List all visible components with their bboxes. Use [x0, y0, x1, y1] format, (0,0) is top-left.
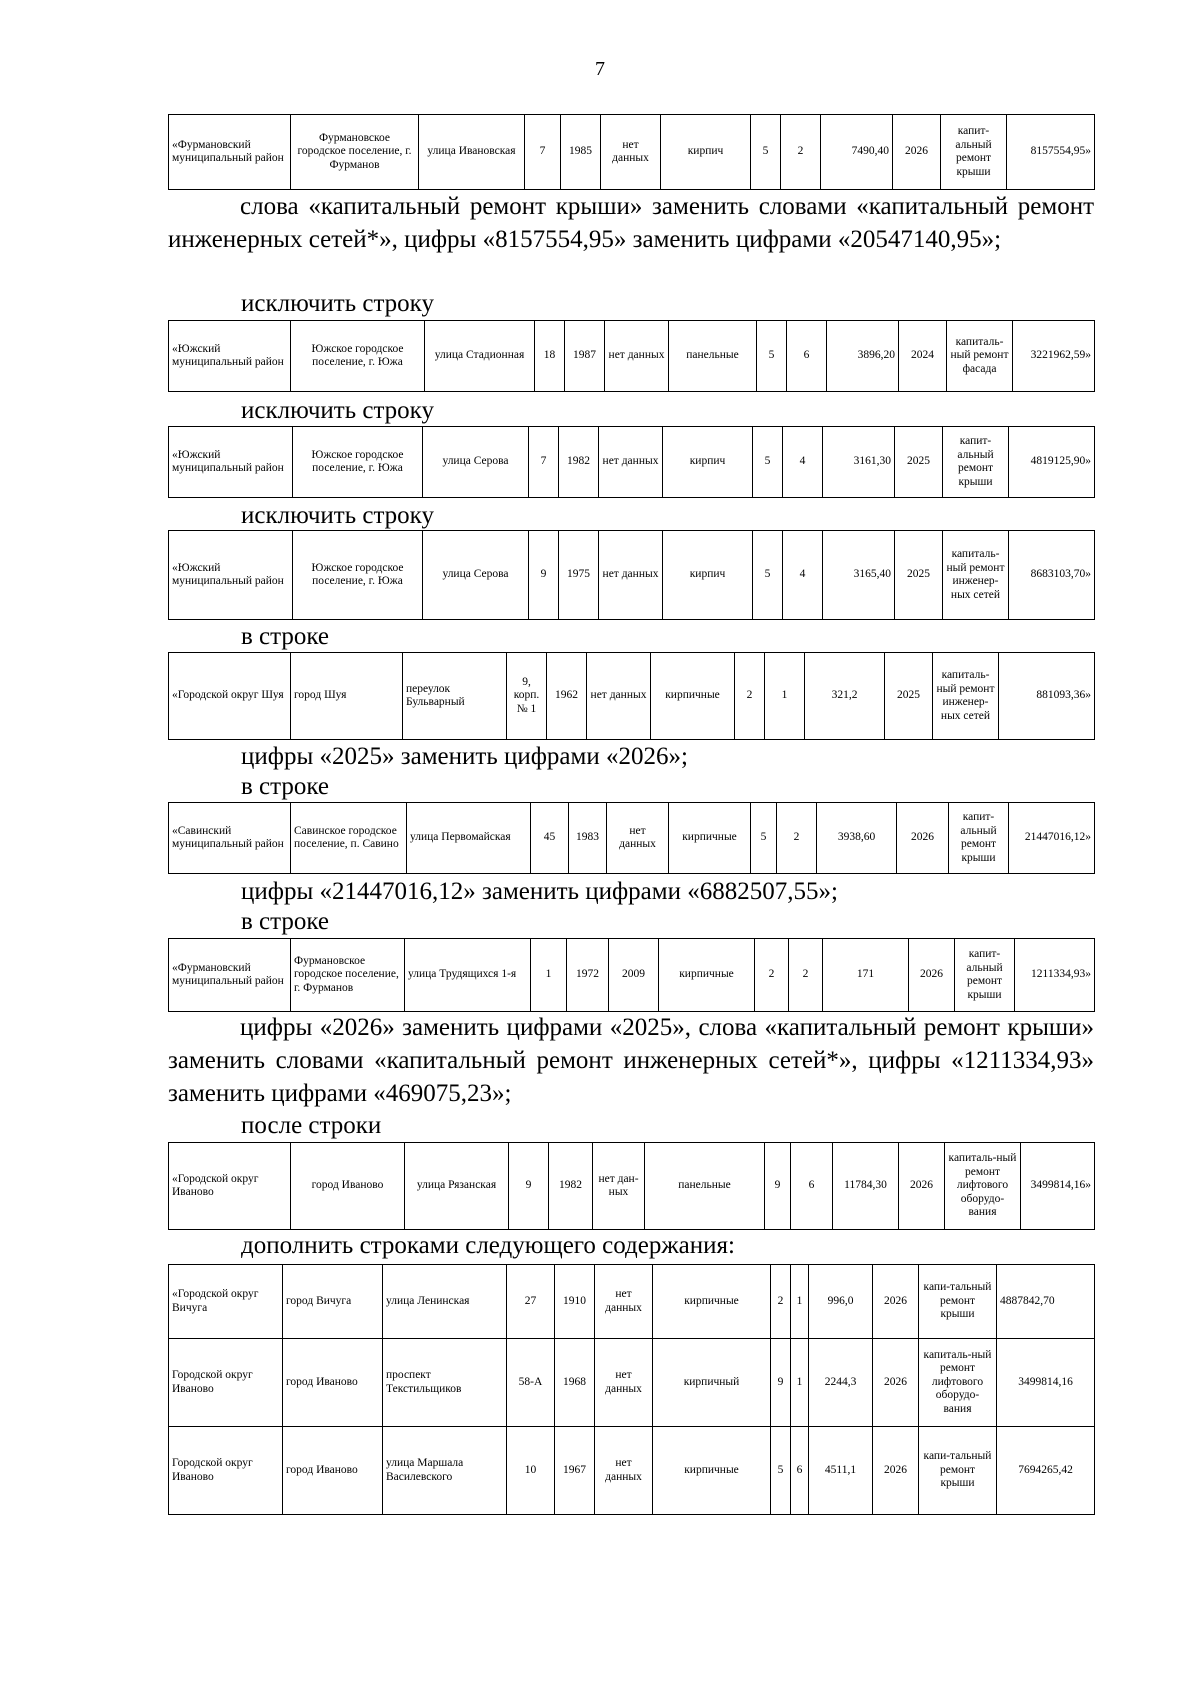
cell-floors: 2	[735, 653, 765, 740]
cell-floors: 2	[771, 1265, 791, 1339]
cell-work-type: капит-альный ремонт крыши	[949, 803, 1009, 874]
cell-year-built: 1972	[567, 939, 609, 1012]
amendment-table-furmanov-trudyashchikhsya	[168, 938, 1095, 1012]
table-row	[169, 1265, 1095, 1339]
cell-house-number: 45	[531, 803, 569, 874]
amendment-paragraph-2: цифры «2026» заменить цифрами «2025», слова «капитальный ремонт крыши» заменить словами «капитальный ремонт инженерных сетей*», цифры «1211334,93» заменить цифрами «469075,23»;	[168, 1014, 1094, 1107]
cell-year-built: 1967	[555, 1427, 595, 1515]
cell-entrances: 2	[781, 115, 821, 190]
amendment-table-shuya	[168, 652, 1095, 740]
cell-house-number: 9, корп. № 1	[507, 653, 547, 740]
cell-wall-material: панельные	[669, 321, 757, 392]
cell-settlement: Фурмановское городское поселение, г. Фурманов	[291, 939, 405, 1012]
amendment-table-new-rows	[168, 1264, 1095, 1515]
table-row	[169, 939, 1095, 1012]
cell-planned-year: 2026	[873, 1339, 919, 1427]
table-row	[169, 427, 1095, 498]
cell-wall-material: кирпичный	[653, 1339, 771, 1427]
cell-municipality: «Савинский муниципальный район	[169, 803, 291, 874]
cell-entrances: 1	[791, 1339, 809, 1427]
cell-floors: 9	[765, 1143, 791, 1230]
cell-year-built: 1982	[559, 427, 599, 498]
cell-settlement: город Иваново	[283, 1339, 383, 1427]
cell-settlement: город Иваново	[283, 1427, 383, 1515]
cell-municipality: Городской округ Иваново	[169, 1427, 283, 1515]
amendment-table-yuzha-stadionnaya	[168, 320, 1095, 392]
cell-year-built: 1968	[555, 1339, 595, 1427]
instruction-after-row: после строки	[241, 1112, 382, 1139]
cell-settlement: Южское городское поселение, г. Южа	[293, 531, 423, 620]
cell-cost: 881093,36»	[999, 653, 1095, 740]
cell-municipality: «Городской округ Шуя	[169, 653, 291, 740]
cell-cost: 7694265,42	[997, 1427, 1095, 1515]
cell-entrances: 6	[787, 321, 827, 392]
instruction-in-row-2: в строке	[241, 773, 330, 800]
cell-wall-material: кирпич	[661, 115, 751, 190]
cell-entrances: 4	[783, 427, 823, 498]
cell-cost: 3499814,16	[997, 1339, 1095, 1427]
cell-floors: 5	[751, 803, 777, 874]
cell-settlement: город Вичуга	[283, 1265, 383, 1339]
cell-area: 996,0	[809, 1265, 873, 1339]
cell-work-type: капит-альный ремонт крыши	[941, 115, 1007, 190]
cell-floors: 5	[751, 115, 781, 190]
cell-cost: 4887842,70	[997, 1265, 1095, 1339]
cell-house-number: 7	[525, 115, 561, 190]
cell-last-repair: нет данных	[595, 1339, 653, 1427]
cell-year-built: 1975	[559, 531, 599, 620]
cell-entrances: 1	[765, 653, 805, 740]
amendment-table-savino	[168, 802, 1095, 874]
cell-work-type: капи-тальный ремонт крыши	[919, 1427, 997, 1515]
instruction-exclude-row-1: исключить строку	[241, 290, 434, 317]
table-row	[169, 115, 1095, 190]
cell-floors: 5	[753, 427, 783, 498]
cell-last-repair: нет данных	[601, 115, 661, 190]
cell-street: переулок Бульварный	[403, 653, 507, 740]
cell-house-number: 9	[529, 531, 559, 620]
cell-house-number: 1	[531, 939, 567, 1012]
cell-settlement: Фурмановское городское поселение, г. Фурманов	[291, 115, 419, 190]
cell-planned-year: 2025	[895, 427, 943, 498]
cell-wall-material: кирпичные	[653, 1265, 771, 1339]
cell-work-type: капиталь-ный ремонт инженер-ных сетей	[933, 653, 999, 740]
cell-street: улица Рязанская	[405, 1143, 509, 1230]
cell-municipality: «Южский муниципальный район	[169, 531, 293, 620]
cell-entrances: 2	[777, 803, 817, 874]
cell-entrances: 2	[789, 939, 823, 1012]
cell-cost: 1211334,93»	[1015, 939, 1095, 1012]
cell-settlement: город Шуя	[291, 653, 403, 740]
cell-municipality: «Южский муниципальный район	[169, 321, 291, 392]
cell-cost: 3221962,59»	[1013, 321, 1095, 392]
cell-last-repair: нет данных	[605, 321, 669, 392]
cell-entrances: 6	[791, 1143, 833, 1230]
cell-house-number: 27	[507, 1265, 555, 1339]
cell-work-type: капиталь-ный ремонт фасада	[947, 321, 1013, 392]
cell-area: 3938,60	[817, 803, 897, 874]
instruction-replace-year: цифры «2025» заменить цифрами «2026»;	[241, 743, 688, 770]
cell-floors: 2	[755, 939, 789, 1012]
cell-work-type: капиталь-ный ремонт инженер-ных сетей	[943, 531, 1009, 620]
cell-cost: 8683103,70»	[1009, 531, 1095, 620]
cell-planned-year: 2026	[873, 1427, 919, 1515]
instruction-add-rows: дополнить строками следующего содержания:	[241, 1232, 735, 1259]
cell-house-number: 9	[509, 1143, 549, 1230]
cell-area: 171	[823, 939, 909, 1012]
cell-municipality: «Городской округ Иваново	[169, 1143, 291, 1230]
cell-planned-year: 2025	[885, 653, 933, 740]
cell-street: улица Ленинская	[383, 1265, 507, 1339]
amendment-paragraph-1: слова «капитальный ремонт крыши» заменить словами «капитальный ремонт инженерных сетей*», цифры «8157554,95» заменить цифрами «20547140,95»;	[168, 193, 1094, 253]
cell-entrances: 1	[791, 1265, 809, 1339]
cell-last-repair: нет данных	[587, 653, 651, 740]
cell-settlement: Южское городское поселение, г. Южа	[291, 321, 425, 392]
cell-planned-year: 2026	[899, 1143, 945, 1230]
amendment-table-furmanov-ivanovskaya	[168, 114, 1095, 190]
cell-area: 321,2	[805, 653, 885, 740]
table-row	[169, 653, 1095, 740]
cell-floors: 9	[771, 1339, 791, 1427]
cell-last-repair: нет данных	[595, 1427, 653, 1515]
cell-year-built: 1985	[561, 115, 601, 190]
cell-last-repair: нет данных	[599, 427, 663, 498]
instruction-in-row-3: в строке	[241, 908, 330, 935]
cell-area: 3165,40	[823, 531, 895, 620]
cell-wall-material: кирпичные	[651, 653, 735, 740]
amendment-table-yuzha-serova-9	[168, 530, 1095, 620]
cell-last-repair: 2009	[609, 939, 659, 1012]
cell-planned-year: 2026	[873, 1265, 919, 1339]
cell-last-repair: нет дан-ных	[593, 1143, 645, 1230]
cell-settlement: Южское городское поселение, г. Южа	[293, 427, 423, 498]
cell-last-repair: нет данных	[599, 531, 663, 620]
cell-area: 11784,30	[833, 1143, 899, 1230]
cell-year-built: 1910	[555, 1265, 595, 1339]
instruction-exclude-row-3: исключить строку	[241, 502, 434, 529]
cell-municipality: «Фурмановский муниципальный район	[169, 939, 291, 1012]
table-row	[169, 1339, 1095, 1427]
cell-work-type: капит-альный ремонт крыши	[943, 427, 1009, 498]
amendment-table-yuzha-serova-7	[168, 426, 1095, 498]
cell-year-built: 1987	[565, 321, 605, 392]
cell-municipality: «Городской округ Вичуга	[169, 1265, 283, 1339]
instruction-in-row-1: в строке	[241, 623, 330, 650]
cell-cost: 3499814,16»	[1021, 1143, 1095, 1230]
instruction-exclude-row-2: исключить строку	[241, 397, 434, 424]
cell-planned-year: 2026	[897, 803, 949, 874]
cell-house-number: 7	[529, 427, 559, 498]
cell-year-built: 1982	[549, 1143, 593, 1230]
cell-street: проспект Текстильщиков	[383, 1339, 507, 1427]
cell-last-repair: нет данных	[595, 1265, 653, 1339]
cell-street: улица Первомайская	[407, 803, 531, 874]
cell-street: улица Серова	[423, 531, 529, 620]
cell-entrances: 6	[791, 1427, 809, 1515]
cell-cost: 21447016,12»	[1009, 803, 1095, 874]
table-row	[169, 1143, 1095, 1230]
cell-settlement: Савинское городское поселение, п. Савино	[291, 803, 407, 874]
cell-work-type: капи-тальный ремонт крыши	[919, 1265, 997, 1339]
cell-last-repair: нет данных	[607, 803, 669, 874]
cell-area: 3896,20	[827, 321, 899, 392]
cell-house-number: 58-А	[507, 1339, 555, 1427]
cell-floors: 5	[753, 531, 783, 620]
cell-cost: 4819125,90»	[1009, 427, 1095, 498]
cell-floors: 5	[757, 321, 787, 392]
cell-wall-material: кирпичные	[669, 803, 751, 874]
table-row	[169, 531, 1095, 620]
cell-wall-material: кирпич	[663, 427, 753, 498]
cell-wall-material: кирпичные	[659, 939, 755, 1012]
cell-planned-year: 2024	[899, 321, 947, 392]
cell-work-type: капит-альный ремонт крыши	[955, 939, 1015, 1012]
cell-year-built: 1962	[547, 653, 587, 740]
cell-entrances: 4	[783, 531, 823, 620]
cell-planned-year: 2025	[895, 531, 943, 620]
cell-area: 4511,1	[809, 1427, 873, 1515]
instruction-replace-cost: цифры «21447016,12» заменить цифрами «6882507,55»;	[241, 878, 838, 905]
cell-floors: 5	[771, 1427, 791, 1515]
cell-house-number: 18	[535, 321, 565, 392]
cell-area: 2244,3	[809, 1339, 873, 1427]
cell-settlement: город Иваново	[291, 1143, 405, 1230]
cell-wall-material: кирпич	[663, 531, 753, 620]
cell-municipality: «Фурмановский муниципальный район	[169, 115, 291, 190]
cell-wall-material: панельные	[645, 1143, 765, 1230]
table-row	[169, 1427, 1095, 1515]
cell-area: 3161,30	[823, 427, 895, 498]
cell-street: улица Ивановская	[419, 115, 525, 190]
cell-street: улица Стадионная	[425, 321, 535, 392]
cell-cost: 8157554,95»	[1007, 115, 1095, 190]
amendment-table-ivanovo-ryazanskaya	[168, 1142, 1095, 1230]
cell-work-type: капиталь-ный ремонт лифтового оборудо-вания	[919, 1339, 997, 1427]
cell-area: 7490,40	[821, 115, 893, 190]
table-row	[169, 803, 1095, 874]
cell-year-built: 1983	[569, 803, 607, 874]
cell-municipality: Городской округ Иваново	[169, 1339, 283, 1427]
cell-street: улица Серова	[423, 427, 529, 498]
cell-street: улица Трудящихся 1-я	[405, 939, 531, 1012]
cell-work-type: капиталь-ный ремонт лифтового оборудо-вания	[945, 1143, 1021, 1230]
page-number: 7	[595, 58, 605, 80]
cell-municipality: «Южский муниципальный район	[169, 427, 293, 498]
cell-wall-material: кирпичные	[653, 1427, 771, 1515]
cell-house-number: 10	[507, 1427, 555, 1515]
cell-street: улица Маршала Василевского	[383, 1427, 507, 1515]
cell-planned-year: 2026	[909, 939, 955, 1012]
table-row	[169, 321, 1095, 392]
cell-planned-year: 2026	[893, 115, 941, 190]
